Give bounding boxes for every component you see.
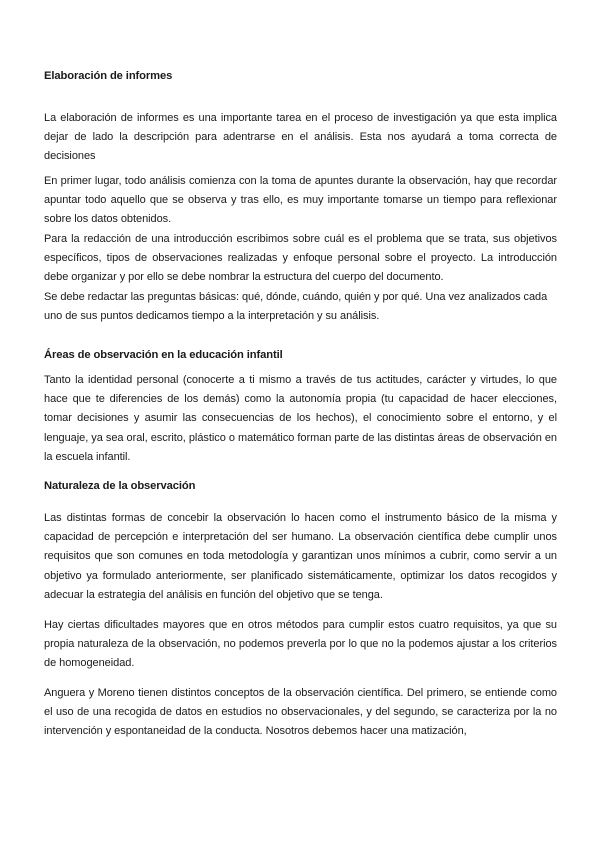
paragraph-areas-observacion: Tanto la identidad personal (conocerte a ti mismo a través de tus actitudes, carácter y virtudes, lo que hace que te diferencies de los demás) como la autonomía propia (tu capacidad de hacer elecciones, tomar decisiones y asumir las consecuencias de los hechos), el conocimiento sobre el entorno, y el lenguaje, ya sea oral, escrito, plástico o matemático forman parte de las distintas áreas de observación en la escuela infantil. xyxy=(44,374,557,463)
paragraph-elaboracion-intro: La elaboración de informes es una importante tarea en el proceso de investigación ya que esta implica dejar de lado la descripción para adentrarse en el análisis. Esta nos ayudará a toma correcta de decisiones xyxy=(44,112,557,163)
paragraph-primer-lugar: En primer lugar, todo análisis comienza con la toma de apuntes durante la observación, hay que recordar apuntar todo aquello que se observa y tras ello, es muy importante tomarse un tiempo para reflexionar sobre los datos obtenidos. xyxy=(44,175,557,226)
paragraph-introduccion: Para la redacción de una introducción escribimos sobre cuál es el problema que se trata, sus objetivos específicos, tipos de observaciones realizadas y enfoque personal sobre el proyecto. La introducción debe organizar y por ello se debe nombrar la estructura del cuerpo del documento. xyxy=(44,233,557,284)
section-heading-areas: Áreas de observación en la educación infantil xyxy=(44,349,283,361)
section-heading-naturaleza: Naturaleza de la observación xyxy=(44,480,196,492)
section-heading-elaboracion: Elaboración de informes xyxy=(44,70,173,82)
paragraph-anguera-moreno: Anguera y Moreno tienen distintos conceptos de la observación científica. Del primero, se entiende como el uso de una recogida de datos en estudios no observacionales, y del segundo, se caracteriza por la no intervención y espontaneidad de la conducta. Nosotros debemos hacer una matización, xyxy=(44,687,557,738)
paragraph-dificultades: Hay ciertas dificultades mayores que en otros métodos para cumplir estos cuatro requisitos, ya que su propia naturaleza de la observación, no podemos preverla por lo que no la podemos ajustar a los criterios de homogeneidad. xyxy=(44,619,557,670)
paragraph-formas-concebir: Las distintas formas de concebir la observación lo hacen como el instrumento básico de la misma y capacidad de percepción e interpretación del ser humano. La observación científica debe cumplir unos requisitos que son comunes en toda metodología y garantizan unos mínimos a cubrir, como servir a un objetivo ya formulado anteriormente, ser planificado sistemáticamente, optimizar los datos recogidos y adecuar la estrategia del análisis en función del objetivo que se tenga. xyxy=(44,512,557,601)
paragraph-preguntas-basicas: Se debe redactar las preguntas básicas: qué, dónde, cuándo, quién y por qué. Una vez analizados cada uno de sus puntos dedicamos tiempo a la interpretación y su análisis. xyxy=(44,291,548,323)
